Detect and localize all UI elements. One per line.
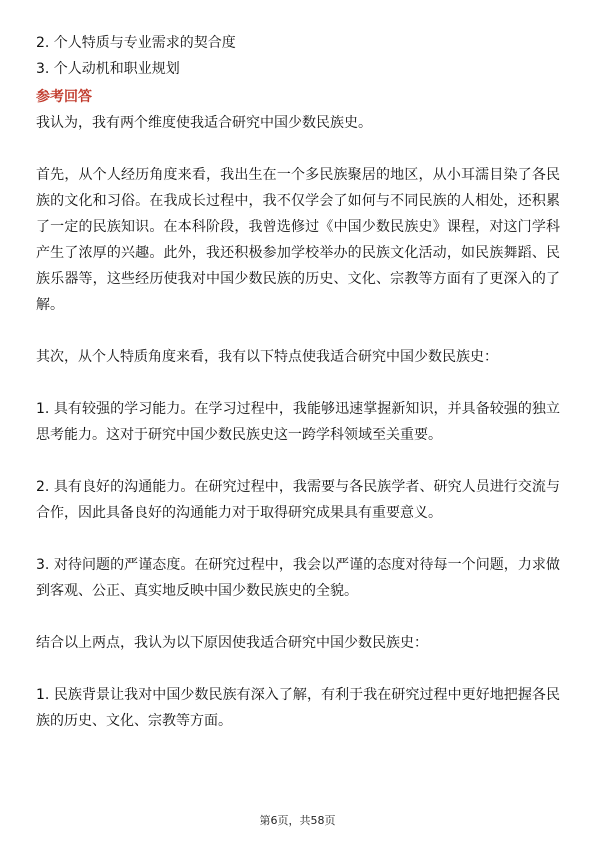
page-number-footer: 第6页，共58页 [259, 814, 336, 827]
list-item-fit: 2. 个人特质与专业需求的契合度 [36, 35, 236, 51]
page-content [36, 30, 560, 734]
experience-paragraph: 首先，从个人经历角度来看，我出生在一个多民族聚居的地区，从小耳濡目染了各民族的文化和习俗。在我成长过程中，我不仅学会了如何与不同民族的人相处，还积累了一定的民族知识。在本科阶段，我曾选修过《中国少数民族史》课程，对这门学科产生了浓厚的兴趣。此外，我还积极参加学校举办的民族文化活动，如民族舞蹈、民族乐器等，这些经历使我对中国少数民族的历史、文化、宗教等方面有了更深入的了解。 [36, 167, 560, 313]
traits-intro-paragraph: 其次，从个人特质角度来看，我有以下特点使我适合研究中国少数民族史： [36, 349, 498, 365]
intro-paragraph: 我认为，我有两个维度使我适合研究中国少数民族史。 [36, 115, 372, 131]
trait-learning-paragraph: 1. 具有较强的学习能力。在学习过程中，我能够迅速掌握新知识，并具备较强的独立思考能力。这对于研究中国少数民族史这一跨学科领域至关重要。 [36, 401, 560, 443]
trait-communication-paragraph: 2. 具有良好的沟通能力。在研究过程中，我需要与各民族学者、研究人员进行交流与合作，因此具备良好的沟通能力对于取得研究成果具有重要意义。 [36, 479, 560, 521]
reference-answer-heading: 参考回答 [36, 89, 92, 105]
reason-background-paragraph: 1. 民族背景让我对中国少数民族有深入了解，有利于我在研究过程中更好地把握各民族的历史、文化、宗教等方面。 [36, 687, 560, 729]
conclusion-paragraph: 结合以上两点，我认为以下原因使我适合研究中国少数民族史： [36, 635, 428, 651]
trait-rigor-paragraph: 3. 对待问题的严谨态度。在研究过程中，我会以严谨的态度对待每一个问题，力求做到客观、公正、真实地反映中国少数民族史的全貌。 [36, 557, 560, 599]
list-item-motivation: 3. 个人动机和职业规划 [36, 61, 180, 77]
